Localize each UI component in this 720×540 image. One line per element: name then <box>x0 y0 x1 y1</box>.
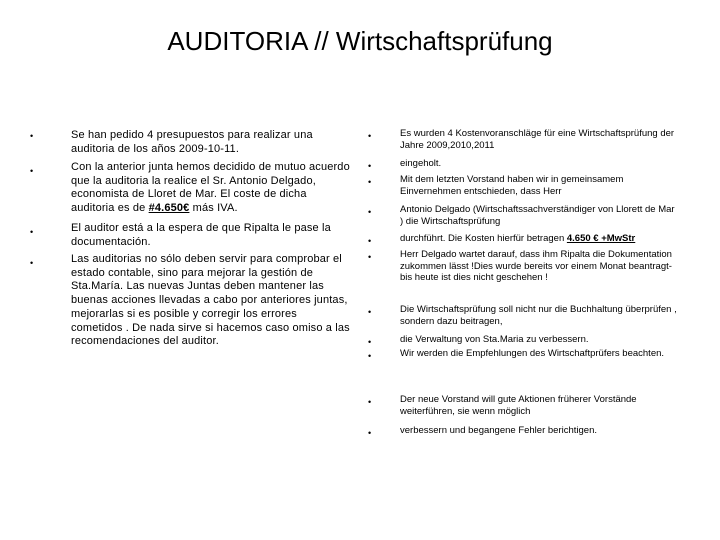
bullet-icon: • <box>30 166 34 176</box>
bullet-icon: • <box>30 131 34 141</box>
left-item-budgets: Se han pedido 4 presupuestos para realizar una auditoria de los años 2009-10-11. <box>71 129 313 155</box>
bullet-icon: • <box>30 258 34 268</box>
bullet-icon: • <box>368 177 372 187</box>
right-item-scope: Die Wirtschaftsprüfung soll nicht nur die Buchhaltung überprüfen , sondern dazu beitragen, <box>400 304 677 327</box>
right-item-obtained: eingeholt. <box>400 158 442 169</box>
bullet-icon: • <box>30 227 34 237</box>
bullet-icon: • <box>368 397 372 407</box>
slide-title: AUDITORIA // Wirtschaftsprüfung <box>167 26 553 56</box>
cost-amount-es: #4.650€ <box>148 202 190 215</box>
left-item-auditor-choice <box>71 161 351 216</box>
cost-amount-de: 4.650 € +MwStr <box>566 233 636 244</box>
left-item-waiting: El auditor está a la espera de que Ripalta le pase la documentación. <box>71 222 331 248</box>
bullet-icon: • <box>368 207 372 217</box>
bullet-icon: • <box>368 236 372 246</box>
bullet-icon: • <box>368 428 372 438</box>
left-item-auditor-vat: más IVA. <box>189 202 238 215</box>
right-item-delgado: Antonio Delgado (Wirtschaftssachverständiger von Llorett de Mar ) die Wirtschaftsprüfung <box>400 204 675 227</box>
right-item-estimates: Es wurden 4 Kostenvoranschläge für eine Wirtschaftsprüfung der Jahre 2009,2010,2011 <box>400 128 675 151</box>
right-item-waiting: Herr Delgado wartet darauf, dass ihm Ripalta die Dokumentation zukommen lässt !Dies wurde bereits vor einem Monat beantragt- bis heute ist dies nicht geschehen ! <box>400 249 672 284</box>
right-item-improve: verbessern und begangene Fehler berichtigen. <box>400 425 597 436</box>
right-item-cost <box>400 233 680 245</box>
right-item-cost-text: durchführt. Die Kosten hierfür betragen <box>400 233 567 244</box>
right-item-agreement: Mit dem letzten Vorstand haben wir in gemeinsamem Einvernehmen entschieden, dass Herr <box>400 174 624 197</box>
bullet-icon: • <box>368 307 372 317</box>
left-item-auditor-text: Con la anterior junta hemos decidido de mutuo acuerdo que la auditoria la realice el Sr. Antonio Delgado, economista de Lloret de Mar. El coste de dicha auditoria es de <box>71 161 350 215</box>
right-item-continue: Der neue Vorstand will gute Aktionen früherer Vorstände weiterführen, sie wenn möglich <box>400 394 637 417</box>
bullet-icon: • <box>368 351 372 361</box>
bullet-icon: • <box>368 161 372 171</box>
bullet-icon: • <box>368 337 372 347</box>
right-item-recommendations: Wir werden die Empfehlungen des Wirtschaftprüfers beachten. <box>400 348 665 359</box>
left-item-purpose: Las auditorias no sólo deben servir para comprobar el estado contable, sino para mejorar la gestión de Sta.María. Las nuevas Juntas deben mantener las buenas acciones llevadas a cabo por anteriores juntas, mejorarlas si es posible y corregir los errores cometidos . De nada sirve si hacemos caso omiso a las recomendaciones del auditor. <box>71 253 350 348</box>
right-item-administration: die Verwaltung von Sta.Maria zu verbessern. <box>400 334 589 345</box>
bullet-icon: • <box>368 252 372 262</box>
bullet-icon: • <box>368 131 372 141</box>
